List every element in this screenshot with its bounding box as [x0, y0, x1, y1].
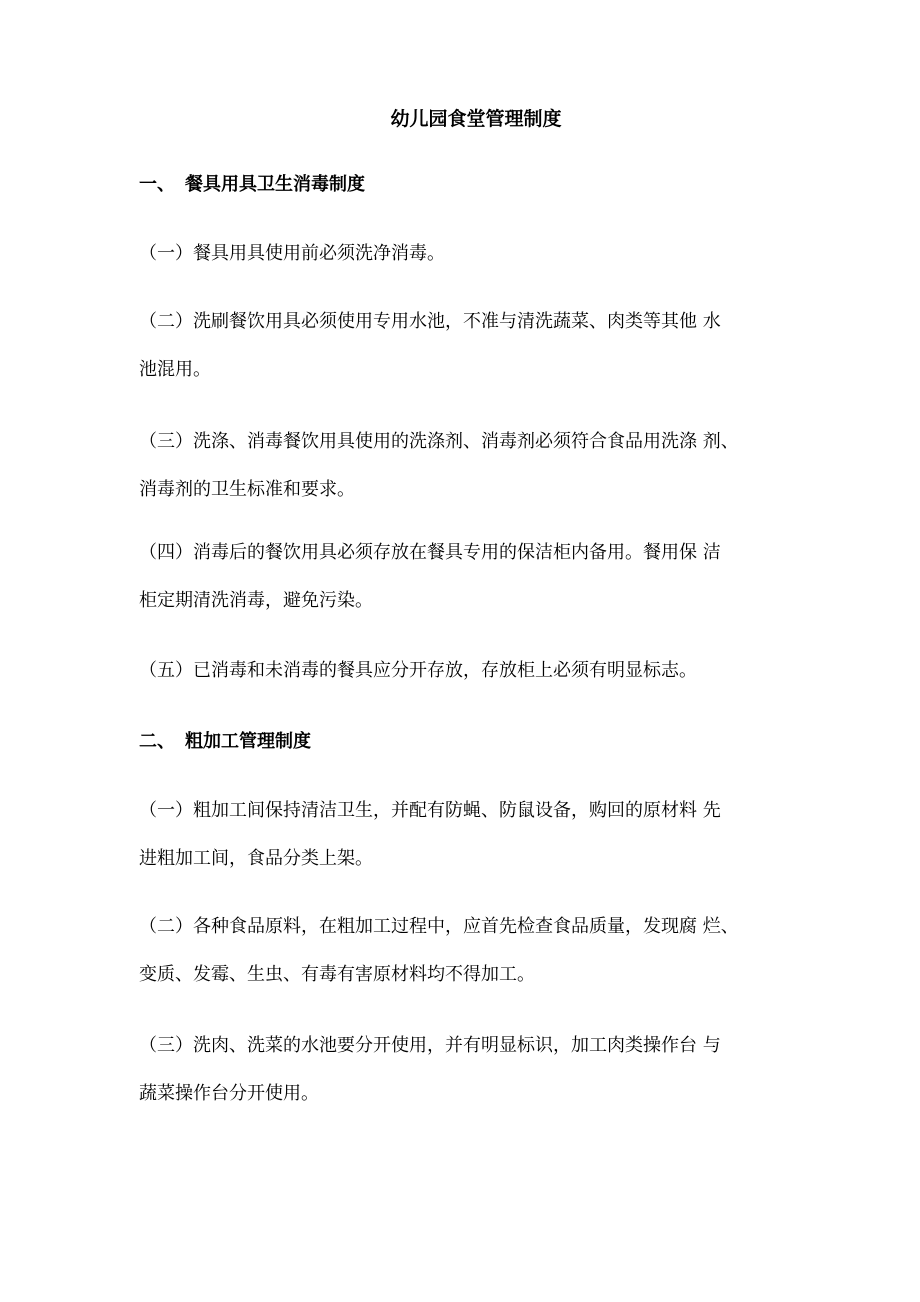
- paragraph-1-5: [139, 647, 819, 695]
- paragraph-1-1: [139, 230, 819, 278]
- paragraph-2-2: [139, 903, 819, 999]
- paragraph-line: （四）消毒后的餐饮用具必须存放在餐具专用的保洁柜内备用。餐用保 洁: [139, 542, 721, 563]
- section-heading-2: [139, 727, 311, 757]
- paragraph-2-1: [139, 787, 819, 883]
- paragraph-line: 消毒剂的卫生标准和要求。: [139, 479, 355, 500]
- paragraph-line: （五）已消毒和未消毒的餐具应分开存放，存放柜上必须有明显标志。: [139, 660, 697, 681]
- paragraph-1-4: [139, 529, 819, 625]
- paragraph-line: （一）粗加工间保持清洁卫生，并配有防蝇、防鼠设备，购回的原材料 先: [139, 800, 721, 821]
- paragraph-line: （三）洗涤、消毒餐饮用具使用的洗涤剂、消毒剂必须符合食品用洗涤 剂、: [139, 431, 739, 452]
- paragraph-line: （一）餐具用具使用前必须洗净消毒。: [139, 243, 445, 264]
- paragraph-line: （二）各种食品原料，在粗加工过程中，应首先检查食品质量，发现腐 烂、: [139, 916, 739, 937]
- paragraph-line: 蔬菜操作台分开使用。: [139, 1083, 319, 1104]
- paragraph-line: （三）洗肉、洗菜的水池要分开使用，并有明显标识，加工肉类操作台 与: [139, 1035, 721, 1056]
- paragraph-1-3: [139, 418, 819, 514]
- paragraph-line: 变质、发霉、生虫、有毒有害原材料均不得加工。: [139, 964, 535, 985]
- paragraph-line: 池混用。: [139, 359, 211, 380]
- document-title: 幼儿园食堂管理制度: [390, 108, 562, 130]
- section-title: 粗加工管理制度: [185, 731, 311, 752]
- paragraph-line: 进粗加工间，食品分类上架。: [139, 848, 373, 869]
- paragraph-line: 柜定期清洗消毒，避免污染。: [139, 590, 373, 611]
- section-number: 一、: [139, 174, 175, 195]
- paragraph-line: （二）洗刷餐饮用具必须使用专用水池，不准与清洗蔬菜、肉类等其他 水: [139, 311, 721, 332]
- section-number: 二、: [139, 731, 175, 752]
- section-heading-1: [139, 170, 365, 200]
- paragraph-2-3: [139, 1022, 819, 1118]
- paragraph-1-2: [139, 298, 819, 394]
- section-title: 餐具用具卫生消毒制度: [185, 174, 365, 195]
